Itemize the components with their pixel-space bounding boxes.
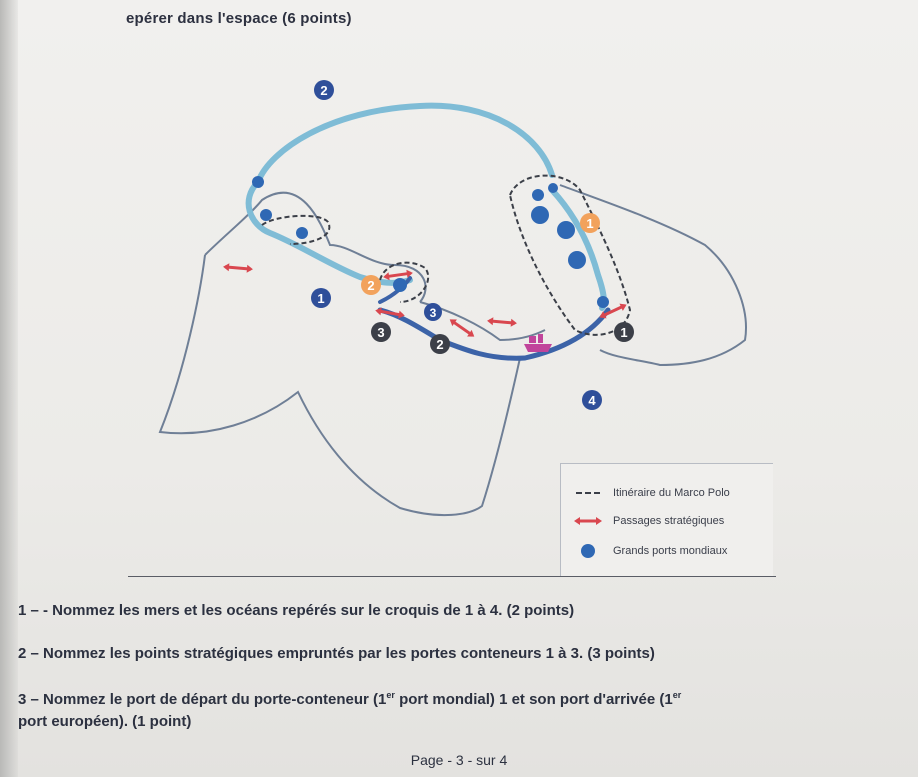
question-3-sup-2: er xyxy=(672,690,682,700)
port-dot xyxy=(597,296,609,308)
port-dot xyxy=(393,278,407,292)
passage-arrow xyxy=(223,263,254,274)
coast-africa-europe xyxy=(160,255,520,515)
route-light-2 xyxy=(249,182,410,283)
svg-text:4: 4 xyxy=(588,393,596,408)
route-light-3 xyxy=(552,190,604,308)
svg-text:1: 1 xyxy=(317,291,325,306)
sea-marker-2 xyxy=(314,80,334,100)
svg-text:2: 2 xyxy=(436,337,444,352)
svg-text:2: 2 xyxy=(367,278,375,293)
passage-marker-1 xyxy=(614,322,634,342)
passage-arrow xyxy=(487,317,518,328)
map-legend xyxy=(560,463,773,576)
question-3 xyxy=(18,684,681,733)
sea-marker-1 xyxy=(311,288,331,308)
route-light xyxy=(258,106,552,182)
port-dot xyxy=(557,221,575,239)
question-3-sup-1: er xyxy=(386,690,395,700)
port-dot xyxy=(568,251,586,269)
legend-route-label: Itinéraire du Marco Polo xyxy=(613,487,730,499)
question-1: 1 – - Nommez les mers et les océans repérés sur le croquis de 1 à 4. (2 points) xyxy=(18,602,575,619)
passage-marker-3 xyxy=(371,322,391,342)
legend-ports-label: Grands ports mondiaux xyxy=(613,545,728,557)
legend-passages-label: Passages stratégiques xyxy=(613,515,725,527)
port-dot xyxy=(532,189,544,201)
port-dot xyxy=(548,183,558,193)
port-dot xyxy=(531,206,549,224)
port-dot xyxy=(252,176,264,188)
dashed-line-icon xyxy=(576,492,600,494)
double-arrow-icon xyxy=(571,514,605,528)
svg-text:3: 3 xyxy=(377,325,385,340)
svg-text:1: 1 xyxy=(620,325,628,340)
route-dark xyxy=(380,310,608,358)
port-dot xyxy=(296,227,308,239)
separator-rule xyxy=(128,576,776,577)
legend-row-route xyxy=(571,486,730,500)
page-footer: Page - 3 - sur 4 xyxy=(410,752,508,768)
legend-row-ports xyxy=(571,544,727,558)
question-3-text-b: port mondial) 1 et son port d'arrivée (1 xyxy=(394,691,673,708)
passage-marker-2 xyxy=(430,334,450,354)
port-marker-1 xyxy=(580,213,600,233)
port-dot xyxy=(260,209,272,221)
svg-text:1: 1 xyxy=(586,216,594,231)
coast-asia xyxy=(560,185,746,365)
svg-text:2: 2 xyxy=(320,83,328,98)
port-dot-icon xyxy=(581,544,595,558)
legend-row-passages xyxy=(571,514,724,528)
question-3-text-a: 3 – Nommez le port de départ du porte-conteneur (1 xyxy=(18,691,387,708)
sea-marker-4 xyxy=(582,390,602,410)
question-3-text-c: port européen). (1 point) xyxy=(18,713,192,730)
svg-text:3: 3 xyxy=(429,306,437,320)
port-marker-2 xyxy=(361,275,381,295)
map-sketch xyxy=(0,40,918,580)
section-title: epérer dans l'espace (6 points) xyxy=(126,10,352,27)
passage-arrow xyxy=(447,316,476,340)
question-2: 2 – Nommez les points stratégiques empruntés par les portes conteneurs 1 à 3. (3 points) xyxy=(18,645,655,662)
sea-marker-3 xyxy=(424,303,442,321)
